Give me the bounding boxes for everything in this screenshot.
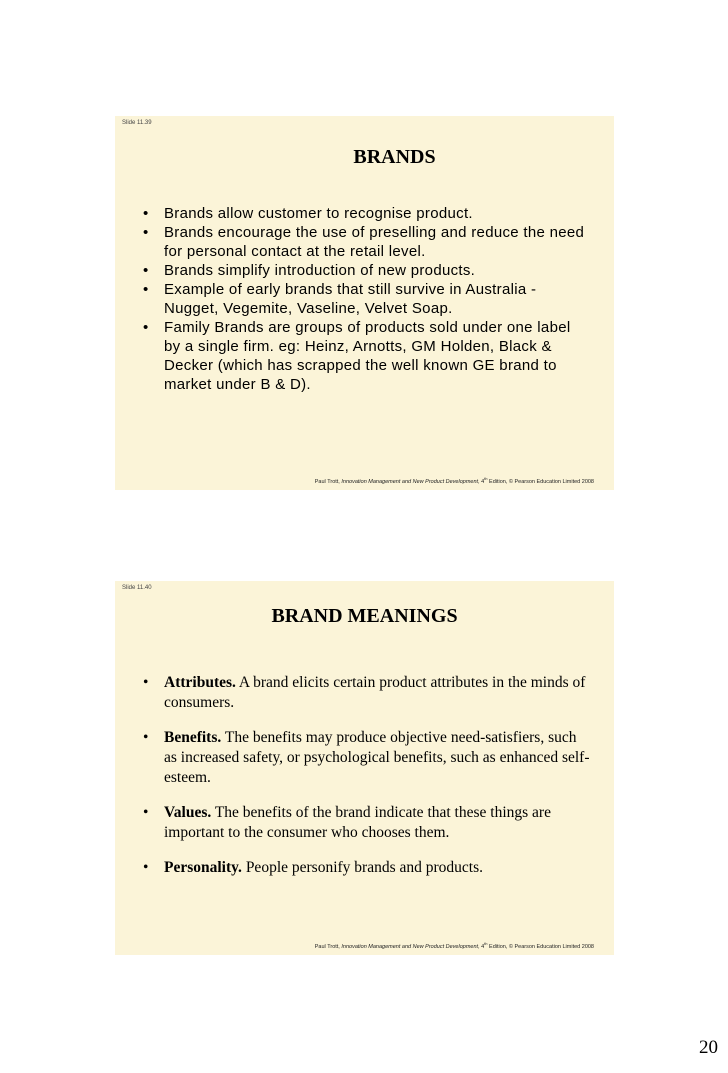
slide-number: Slide 11.40 (122, 585, 152, 591)
bullet-item (141, 223, 591, 261)
bullet-icon: • (143, 205, 149, 222)
bullet-text: The benefits of the brand indicate that these things are important to the consumer who chooses them. (164, 804, 551, 841)
bullet-text: A brand elicits certain product attributes in the minds of consumers. (164, 674, 586, 711)
bullet-icon: • (143, 319, 149, 336)
bullet-icon: • (143, 804, 149, 821)
bullet-item (141, 858, 591, 878)
slide-number: Slide 11.39 (122, 120, 152, 126)
bullet-text: Example of early brands that still survive in Australia - Nugget, Vegemite, Vaseline, Velvet Soap. (164, 281, 537, 317)
bullet-term: Values. (164, 804, 212, 821)
bullet-item (141, 673, 591, 713)
slide-11-40 (115, 581, 614, 955)
slide-credit (315, 941, 594, 950)
bullet-item (141, 204, 591, 223)
bullet-list (141, 204, 591, 394)
bullet-text: Brands simplify introduction of new products. (164, 262, 476, 279)
bullet-icon: • (143, 281, 149, 298)
slide-title: BRAND MEANINGS (271, 605, 458, 627)
bullet-term: Personality. (164, 859, 242, 876)
page-number: 20 (699, 1037, 718, 1058)
bullet-text: Family Brands are groups of products sold under one label by a single firm. eg: Heinz, Arnotts, GM Holden, Black & Decker (which has scrapped the well known GE brand to market under B & D). (164, 319, 571, 393)
credit-publisher: Edition, © Pearson Education Limited 2008 (487, 478, 594, 485)
slide-credit (315, 476, 594, 485)
bullet-item (141, 280, 591, 318)
bullet-icon: • (143, 262, 149, 279)
credit-book-title: Innovation Management and New Product Development (341, 478, 479, 485)
slide-11-39 (115, 116, 614, 490)
bullet-text: Brands allow customer to recognise product. (164, 205, 473, 222)
bullet-item (141, 803, 591, 843)
bullet-term: Benefits. (164, 729, 222, 746)
bullet-list (141, 673, 591, 893)
bullet-text: Brands encourage the use of preselling and reduce the need for personal contact at the retail level. (164, 224, 585, 260)
bullet-item (141, 261, 591, 280)
bullet-icon: • (143, 729, 149, 746)
bullet-item (141, 318, 591, 394)
credit-edition: , 4 (478, 943, 485, 950)
credit-book-title: Innovation Management and New Product Development (341, 943, 479, 950)
credit-edition-suffix: th (484, 941, 488, 946)
bullet-icon: • (143, 859, 149, 876)
bullet-icon: • (143, 224, 149, 241)
bullet-item (141, 728, 591, 788)
credit-author: Paul Trott, (314, 943, 342, 950)
bullet-icon: • (143, 674, 149, 691)
bullet-text: The benefits may produce objective need-satisfiers, such as increased safety, or psychological benefits, such as enhanced self-esteem. (164, 729, 590, 786)
credit-edition: , 4 (478, 478, 485, 485)
slide-title: BRANDS (353, 146, 436, 168)
credit-publisher: Edition, © Pearson Education Limited 2008 (487, 943, 594, 950)
bullet-term: Attributes. (164, 674, 236, 691)
bullet-text: People personify brands and products. (241, 859, 483, 876)
credit-edition-suffix: th (484, 476, 488, 481)
credit-author: Paul Trott, (314, 478, 342, 485)
